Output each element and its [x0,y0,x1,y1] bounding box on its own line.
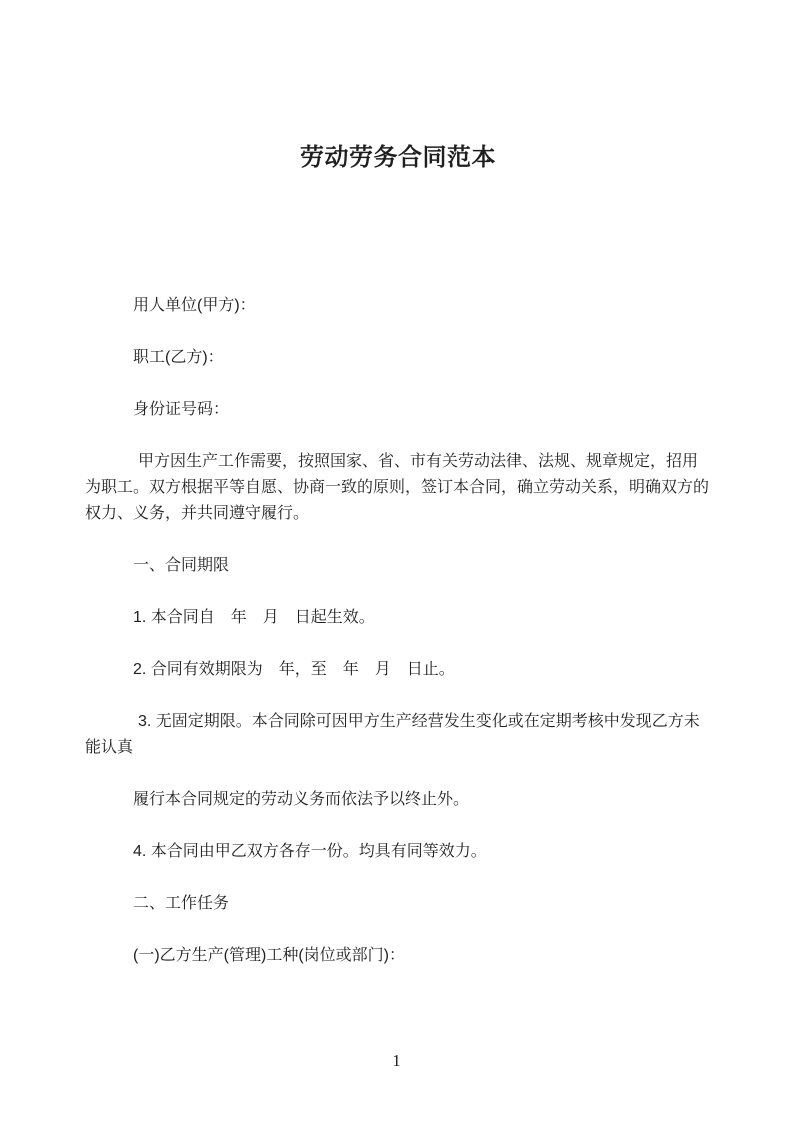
clause-3-continuation: 履行本合同规定的劳动义务而依法予以终止外。 [133,791,470,808]
clause-4: 4. 本合同由甲乙双方各存一份。均具有同等效力。 [133,843,487,860]
clause-3: 3. 无固定期限。本合同除可因甲方生产经营发生变化或在定期考核中发现乙方未能认真 [85,713,700,756]
intro-paragraph: 甲方因生产工作需要，按照国家、省、市有关劳动法律、法规、规章规定，招用为职工。双方根据平等自愿、协商一致的原则，签订本合同，确立劳动关系，明确双方的权力、义务，并共同遵守履行。 [85,453,710,522]
party-b-line: 职工(乙方)： [133,349,224,366]
clause-5: (一)乙方生产(管理)工种(岗位或部门)： [133,947,405,964]
page-number: 1 [392,1051,401,1070]
section-2-heading: 二、工作任务 [133,895,230,912]
party-a-line: 用人单位(甲方)： [133,297,256,314]
id-number-line: 身份证号码： [133,401,230,418]
document-title: 劳动劳务合同范本 [300,144,496,171]
clause-1: 1. 本合同自 年 月 日起生效。 [133,609,375,626]
clause-2: 2. 合同有效期限为 年，至 年 月 日止。 [133,661,455,678]
section-1-heading: 一、合同期限 [133,557,230,574]
